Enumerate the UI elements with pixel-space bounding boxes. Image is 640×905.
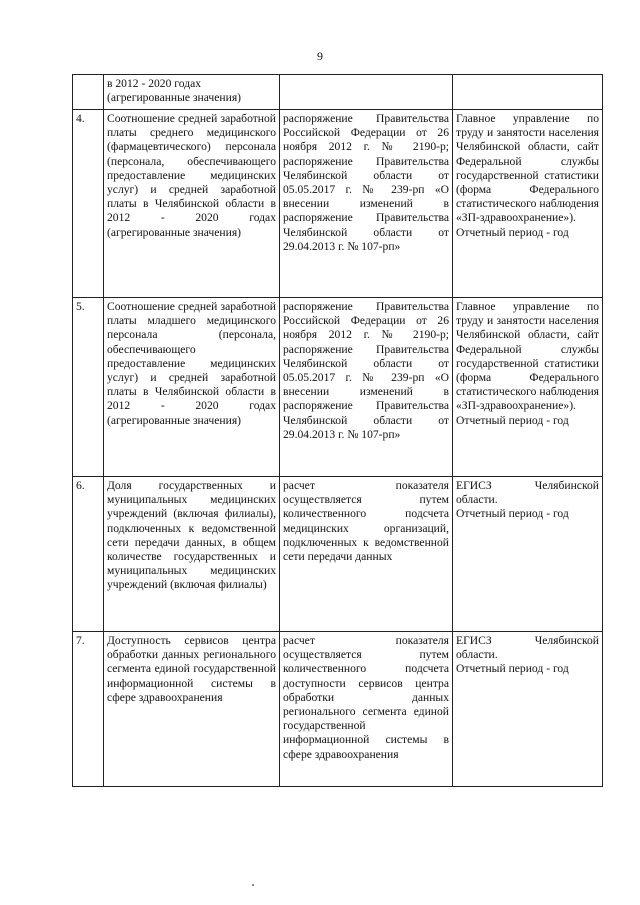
scan-mark bbox=[252, 884, 254, 886]
table-row bbox=[73, 477, 603, 632]
legal-basis-cell: распоряжение Правительства Российской Федерации от 26 ноября 2012 г. № 2190-р; распоряжение Правительства Челябинской области от 05.05.2017 г. № 239-рп «О внесении изменений в распоряжение Правительства Челябинской области от 29.04.2013 г. № 107-рп» bbox=[280, 110, 453, 298]
legal-basis-cell: расчет показателя осуществляется путем количественного подсчета доступности сервисов центра обработки данных регионального сегмента единой государственной информационной системы в сфере здравоохранения bbox=[280, 632, 453, 787]
row-number-cell: 5. bbox=[73, 298, 104, 477]
legal-basis-cell: расчет показателя осуществляется путем количественного подсчета медицинских организаций, подключенных к ведомственной сети передачи данных bbox=[280, 477, 453, 632]
legal-basis-cell bbox=[280, 75, 453, 110]
data-source-cell bbox=[453, 75, 603, 110]
data-source-cell: Главное управление по труду и занятости населения Челябинской области, сайт Федеральной службы государственной статистики (форма Федерального статистического наблюдения «ЗП-здравоохранение»). Отчетный период - год bbox=[453, 110, 603, 298]
table-row bbox=[73, 110, 603, 298]
row-number-cell: 7. bbox=[73, 632, 104, 787]
table-row bbox=[73, 298, 603, 477]
legal-basis-cell: распоряжение Правительства Российской Федерации от 26 ноября 2012 г. № 2190-р; распоряжение Правительства Челябинской области от 05.05.2017 г. № 239-рп «О внесении изменений в распоряжение Правительства Челябинской области от 29.04.2013 г. № 107-рп» bbox=[280, 298, 453, 477]
data-source-cell: ЕГИСЗ Челябинской области. Отчетный период - год bbox=[453, 477, 603, 632]
table-row bbox=[73, 75, 603, 110]
row-number-cell bbox=[73, 75, 104, 110]
indicator-name-cell: в 2012 - 2020 годах (агрегированные значения) bbox=[104, 75, 280, 110]
row-number-cell: 4. bbox=[73, 110, 104, 298]
data-source-cell: ЕГИСЗ Челябинской области. Отчетный период - год bbox=[453, 632, 603, 787]
indicator-name-cell: Доступность сервисов центра обработки данных регионального сегмента единой государственной информационной системы в сфере здравоохранения bbox=[104, 632, 280, 787]
indicator-name-cell: Соотношение средней заработной платы младшего медицинского персонала (персонала, обеспечивающего предоставление медицинских услуг) и средней заработной платы в Челябинской области в 2012 - 2020 годах (агрегированные значения) bbox=[104, 298, 280, 477]
data-source-cell: Главное управление по труду и занятости населения Челябинской области, сайт Федеральной службы государственной статистики (форма Федерального статистического наблюдения «ЗП-здравоохранение»). Отчетный период - год bbox=[453, 298, 603, 477]
indicator-name-cell: Доля государственных и муниципальных медицинских учреждений (включая филиалы), подключенных к ведомственной сети передачи данных, в общем количестве государственных и муниципальных медицинских учреждений (включая филиалы) bbox=[104, 477, 280, 632]
table-row bbox=[73, 632, 603, 787]
page-number: 9 bbox=[317, 49, 323, 63]
indicators-table bbox=[72, 74, 603, 787]
row-number-cell: 6. bbox=[73, 477, 104, 632]
indicator-name-cell: Соотношение средней заработной платы среднего медицинского (фармацевтического) персонала (персонала, обеспечивающего предоставление медицинских услуг) и средней заработной платы в Челябинской области в 2012 - 2020 годах (агрегированные значения) bbox=[104, 110, 280, 298]
